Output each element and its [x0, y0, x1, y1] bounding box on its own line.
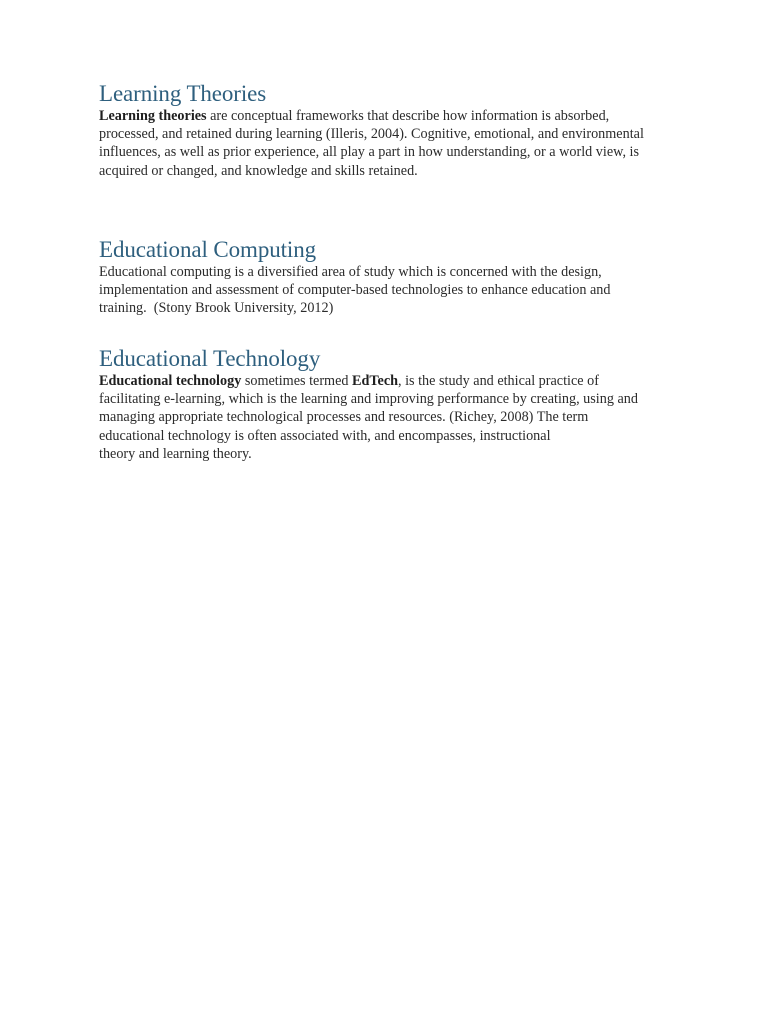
section-learning-theories — [99, 81, 689, 180]
paragraph-line: acquired or changed, and knowledge and skills retained. — [99, 162, 418, 179]
heading-educational-computing: Educational Computing — [99, 237, 317, 262]
paragraph-educational-technology — [99, 372, 689, 463]
bold-term: Learning theories — [99, 108, 207, 124]
paragraph-line: theory and learning theory. — [99, 445, 252, 462]
paragraph-line: facilitating e-learning, which is the learning and improving performance by creating, using and — [99, 391, 638, 408]
paragraph-learning-theories — [99, 107, 689, 180]
paragraph-line: Learning theories are conceptual frameworks that describe how information is absorbed, — [99, 108, 610, 124]
paragraph-line: influences, as well as prior experience, all play a part in how understanding, or a world view, is — [99, 144, 640, 161]
paragraph-line: implementation and assessment of computer-based technologies to enhance education and — [99, 282, 611, 299]
bold-term: Educational technology — [99, 373, 242, 389]
paragraph-line: processed, and retained during learning (Illeris, 2004). Cognitive, emotional, and environmental — [99, 126, 644, 143]
heading-educational-technology: Educational Technology — [99, 346, 321, 371]
section-educational-computing — [99, 237, 689, 318]
paragraph-line: training. (Stony Brook University, 2012) — [99, 300, 334, 317]
paragraph-line: Educational technology sometimes termed EdTech, is the study and ethical practice of — [99, 373, 599, 389]
section-educational-technology — [99, 346, 689, 463]
paragraph-line: managing appropriate technological processes and resources. (Richey, 2008) The term — [99, 409, 589, 426]
paragraph-educational-computing — [99, 263, 689, 318]
paragraph-line: educational technology is often associated with, and encompasses, instructional — [99, 427, 551, 444]
heading-learning-theories: Learning Theories — [99, 81, 267, 106]
bold-term: EdTech — [352, 373, 399, 389]
paragraph-line: Educational computing is a diversified area of study which is concerned with the design, — [99, 264, 602, 280]
